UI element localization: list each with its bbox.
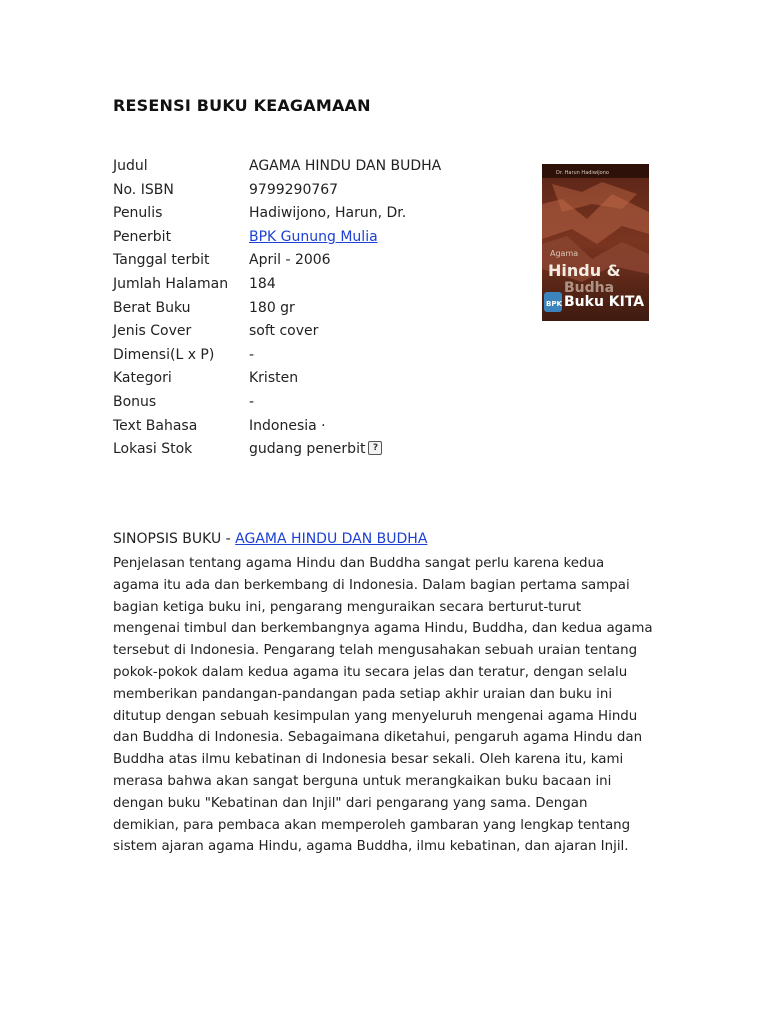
detail-label: Bonus: [113, 393, 157, 410]
publisher-link[interactable]: BPK Gunung Mulia: [249, 228, 378, 245]
detail-value: April - 2006: [249, 252, 331, 269]
detail-value: Kristen: [249, 370, 299, 387]
cover-author: Dr. Harun Hadiwijono: [556, 170, 609, 176]
detail-row-tanggal-terbit: [113, 249, 523, 273]
cover-badge: BPK: [546, 300, 562, 308]
detail-value: soft cover: [249, 323, 319, 340]
detail-row-dimensi: [113, 344, 523, 368]
synopsis-line: Buddha atas ilmu kebatinan di Indonesia besar sekali. Oleh karena itu, kami: [113, 752, 624, 768]
detail-value: 180 gr: [249, 299, 295, 316]
detail-label: Penulis: [113, 205, 163, 222]
detail-label: Penerbit: [113, 228, 172, 245]
detail-row-jumlah-halaman: [113, 273, 523, 297]
synopsis-line: tersebut di Indonesia. Pengarang telah mengusahakan sebuah uraian tentang: [113, 643, 638, 659]
book-cover-image: [542, 164, 649, 321]
synopsis-line: dengan buku "Kebatinan dan Injil" dari pengarang yang sama. Dengan: [113, 795, 588, 811]
synopsis-line: bagian ketiga buku ini, pengarang menguraikan secara berturut-turut: [113, 599, 582, 615]
detail-label: No. ISBN: [113, 181, 174, 198]
detail-row-bonus: [113, 391, 523, 415]
detail-label: Dimensi(L x P): [113, 346, 215, 363]
cover-title-line3: Budha: [564, 280, 615, 296]
detail-value: AGAMA HINDU DAN BUDHA: [249, 158, 442, 174]
synopsis-body: [113, 553, 653, 858]
detail-row-berat-buku: [113, 297, 523, 321]
synopsis-line: merasa bahwa akan sangat berguna untuk merangkaikan buku bacaan ini: [113, 773, 612, 789]
synopsis-line: Penjelasan tentang agama Hindu dan Buddha sangat perlu karena kedua: [113, 556, 605, 571]
detail-row-judul: [113, 155, 523, 179]
cover-title-line2: Hindu &: [548, 261, 621, 280]
synopsis-heading-prefix: SINOPSIS BUKU -: [113, 531, 236, 547]
synopsis-heading: [113, 531, 427, 547]
detail-value: -: [249, 393, 255, 410]
detail-label: Kategori: [113, 370, 172, 387]
synopsis-line: dan Buddha di Indonesia. Sebagaimana diketahui, pengaruh agama Hindu dan: [113, 730, 643, 746]
detail-value: 184: [249, 275, 276, 292]
detail-row-text-bahasa: [113, 415, 523, 439]
synopsis-title-link[interactable]: AGAMA HINDU DAN BUDHA: [235, 531, 428, 547]
detail-value: 9799290767: [249, 181, 339, 198]
detail-label: Berat Buku: [113, 299, 191, 316]
synopsis-line: mengenai timbul dan berkembangnya agama Hindu, Buddha, dan kedua agama: [113, 621, 653, 637]
detail-label: Text Bahasa: [113, 417, 198, 434]
book-details-table: [113, 155, 523, 462]
help-icon: ?: [368, 441, 382, 455]
detail-value: Hadiwijono, Harun, Dr.: [249, 205, 407, 222]
detail-value: gudang penerbit: [249, 441, 366, 458]
detail-value: Indonesia ·: [249, 417, 326, 434]
page-title: RESENSI BUKU KEAGAMAAN: [113, 96, 371, 115]
book-cover-art: [542, 164, 649, 321]
detail-row-penulis: [113, 202, 523, 226]
detail-label: Jumlah Halaman: [113, 275, 229, 292]
detail-row-penerbit: [113, 226, 523, 250]
synopsis-line: ditutup dengan sebuah kesimpulan yang menyeluruh mengenai agama Hindu: [113, 708, 638, 724]
synopsis-line: memberikan pandangan-pandangan pada setiap akhir uraian dan buku ini: [113, 686, 613, 702]
detail-label: Tanggal terbit: [113, 252, 210, 269]
cover-title-line1: Agama: [550, 249, 579, 258]
detail-value-cell: [249, 226, 523, 250]
detail-row-jenis-cover: [113, 320, 523, 344]
detail-row-kategori: [113, 367, 523, 391]
detail-label: Jenis Cover: [113, 323, 192, 340]
synopsis-line: agama itu ada dan berkembang di Indonesia. Dalam bagian pertama sampai: [113, 577, 630, 593]
cover-watermark: Buku KITA: [564, 294, 645, 310]
synopsis-line: pokok-pokok dalam kedua agama itu secara jelas dan teratur, dengan selalu: [113, 664, 628, 680]
detail-value: -: [249, 346, 255, 363]
synopsis-line: sistem ajaran agama Hindu, agama Buddha, ilmu kebatinan, dan ajaran Injil.: [113, 839, 629, 855]
synopsis-line: demikian, para pembaca akan memperoleh gambaran yang lengkap tentang: [113, 817, 631, 833]
detail-row-isbn: [113, 179, 523, 203]
detail-value-cell: [249, 438, 523, 462]
detail-label: Lokasi Stok: [113, 441, 193, 458]
detail-row-lokasi-stok: [113, 438, 523, 462]
detail-label: Judul: [113, 158, 148, 174]
